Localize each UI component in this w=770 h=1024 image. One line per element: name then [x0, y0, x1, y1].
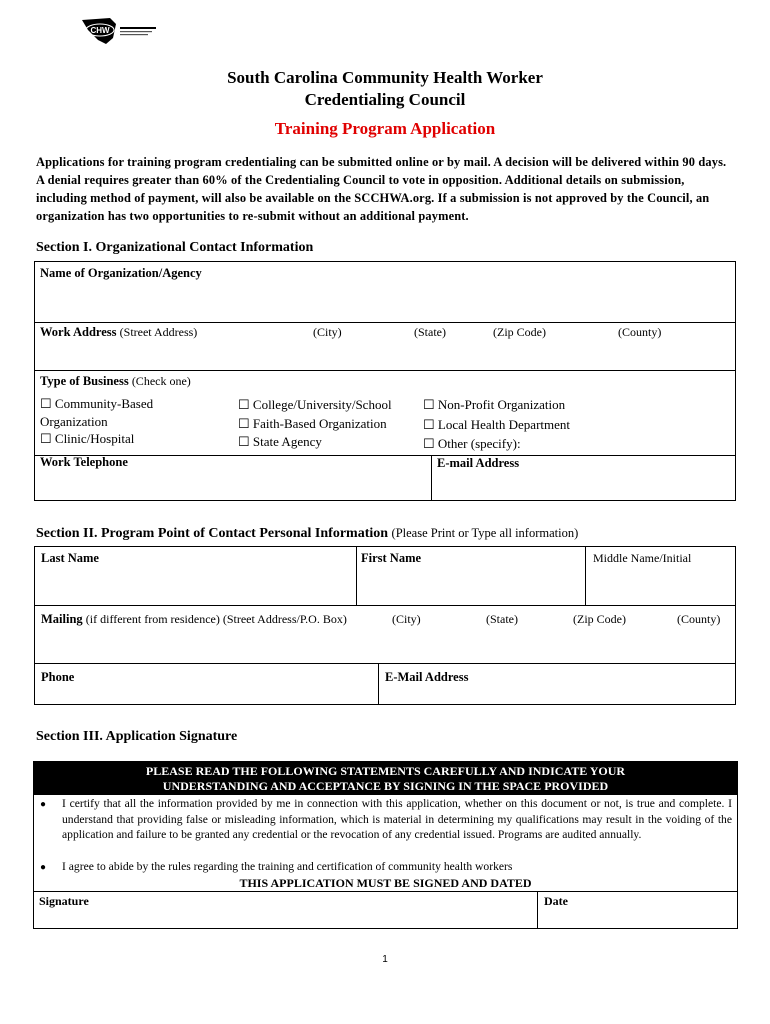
form-subtitle: Training Program Application — [274, 119, 496, 138]
work-telephone-label: Work Telephone — [40, 455, 128, 469]
first-name-field[interactable] — [357, 568, 583, 602]
certification-statement: I certify that all the information provided by me in connection with this application, whether on this document or not, is true and complete. I understand that providing false or misleading information, which is material in determining my qualifications may result in the voiding of the application and failure to be granted any credential or the revocation of any credential issued. Programs are audited annually. — [62, 797, 732, 841]
intro-paragraph: Applications for training program credentialing can be submitted online or by mail. A decision will be delivered within 90 days. A denial requires greater than 60% of the Credentialing Council to vote in opposition. Additional details on submission, including method of payment, will also be available on the SCCHWA.org. If a submission is not approved by the Council, an organization has two opportunities to re-submit without an additional payment. — [36, 155, 727, 223]
checkbox-other[interactable]: ☐ Other (specify): — [423, 436, 521, 451]
checkbox-faith-based[interactable]: ☐ Faith-Based Organization — [238, 416, 387, 431]
contact-email-field[interactable] — [380, 686, 734, 704]
signature-field[interactable] — [35, 908, 535, 927]
checkbox-college[interactable]: ☐ College/University/School — [238, 397, 392, 412]
mailing-zip-label: (Zip Code) — [573, 612, 626, 626]
business-type-label: Type of Business (Check one) — [40, 374, 191, 388]
date-label: Date — [544, 894, 568, 908]
last-name-field[interactable] — [36, 568, 354, 602]
must-sign-notice: THIS APPLICATION MUST BE SIGNED AND DATED — [239, 876, 532, 890]
zip-label: (Zip Code) — [493, 325, 546, 339]
logo-text: CHW — [90, 26, 110, 35]
signature-instructions-banner: PLEASE READ THE FOLLOWING STATEMENTS CAREFULLY AND INDICATE YOUR UNDERSTANDING AND ACCEPTANCE BY SIGNING IN THE SPACE PROVIDED — [33, 761, 738, 795]
title-line-1: South Carolina Community Health Worker — [227, 68, 543, 87]
work-telephone-field[interactable] — [36, 473, 428, 499]
email-label: E-mail Address — [437, 456, 520, 470]
state-label: (State) — [414, 325, 446, 339]
org-name-field[interactable] — [36, 284, 734, 320]
section-3-box — [33, 761, 738, 929]
bullet-icon: ● — [40, 799, 47, 810]
work-address-field[interactable] — [36, 342, 734, 368]
title-line-2: Credentialing Council — [304, 90, 466, 109]
phone-field[interactable] — [36, 686, 376, 704]
email-field[interactable] — [433, 473, 735, 499]
community-based-continued: Organization — [40, 414, 108, 429]
checkbox-local-health[interactable]: ☐ Local Health Department — [423, 417, 571, 432]
middle-name-label: Middle Name/Initial — [593, 551, 692, 565]
middle-name-field[interactable] — [586, 568, 734, 602]
mailing-county-label: (County) — [677, 612, 721, 626]
page-number: 1 — [382, 954, 388, 965]
city-label: (City) — [313, 325, 342, 339]
mailing-city-label: (City) — [392, 612, 421, 626]
org-name-label: Name of Organization/Agency — [40, 266, 202, 280]
contact-email-label: E-Mail Address — [385, 670, 469, 684]
section-3-heading: Section III. Application Signature — [36, 729, 238, 744]
checkbox-nonprofit[interactable]: ☐ Non-Profit Organization — [423, 397, 566, 412]
date-field[interactable] — [540, 908, 736, 927]
first-name-label: First Name — [361, 551, 422, 565]
signature-label: Signature — [39, 894, 89, 908]
mailing-state-label: (State) — [486, 612, 518, 626]
mailing-address-field[interactable] — [36, 630, 734, 660]
last-name-label: Last Name — [41, 551, 99, 565]
phone-label: Phone — [41, 670, 75, 684]
work-address-label: Work Address (Street Address) — [40, 325, 198, 339]
section-1-heading: Section I. Organizational Contact Information — [36, 240, 314, 255]
chw-logo — [80, 16, 170, 46]
checkbox-clinic-hospital[interactable]: ☐ Clinic/Hospital — [40, 431, 135, 446]
checkbox-community-based[interactable]: ☐ Community-Based — [40, 396, 154, 411]
section-2-heading: Section II. Program Point of Contact Personal Information (Please Print or Type all information) — [36, 526, 579, 541]
checkbox-state-agency[interactable]: ☐ State Agency — [238, 434, 322, 449]
mailing-label: Mailing (if different from residence) (Street Address/P.O. Box) — [41, 612, 347, 626]
county-label: (County) — [618, 325, 662, 339]
bullet-icon: ● — [40, 862, 47, 873]
agreement-statement: I agree to abide by the rules regarding the training and certification of community health workers — [62, 860, 513, 873]
